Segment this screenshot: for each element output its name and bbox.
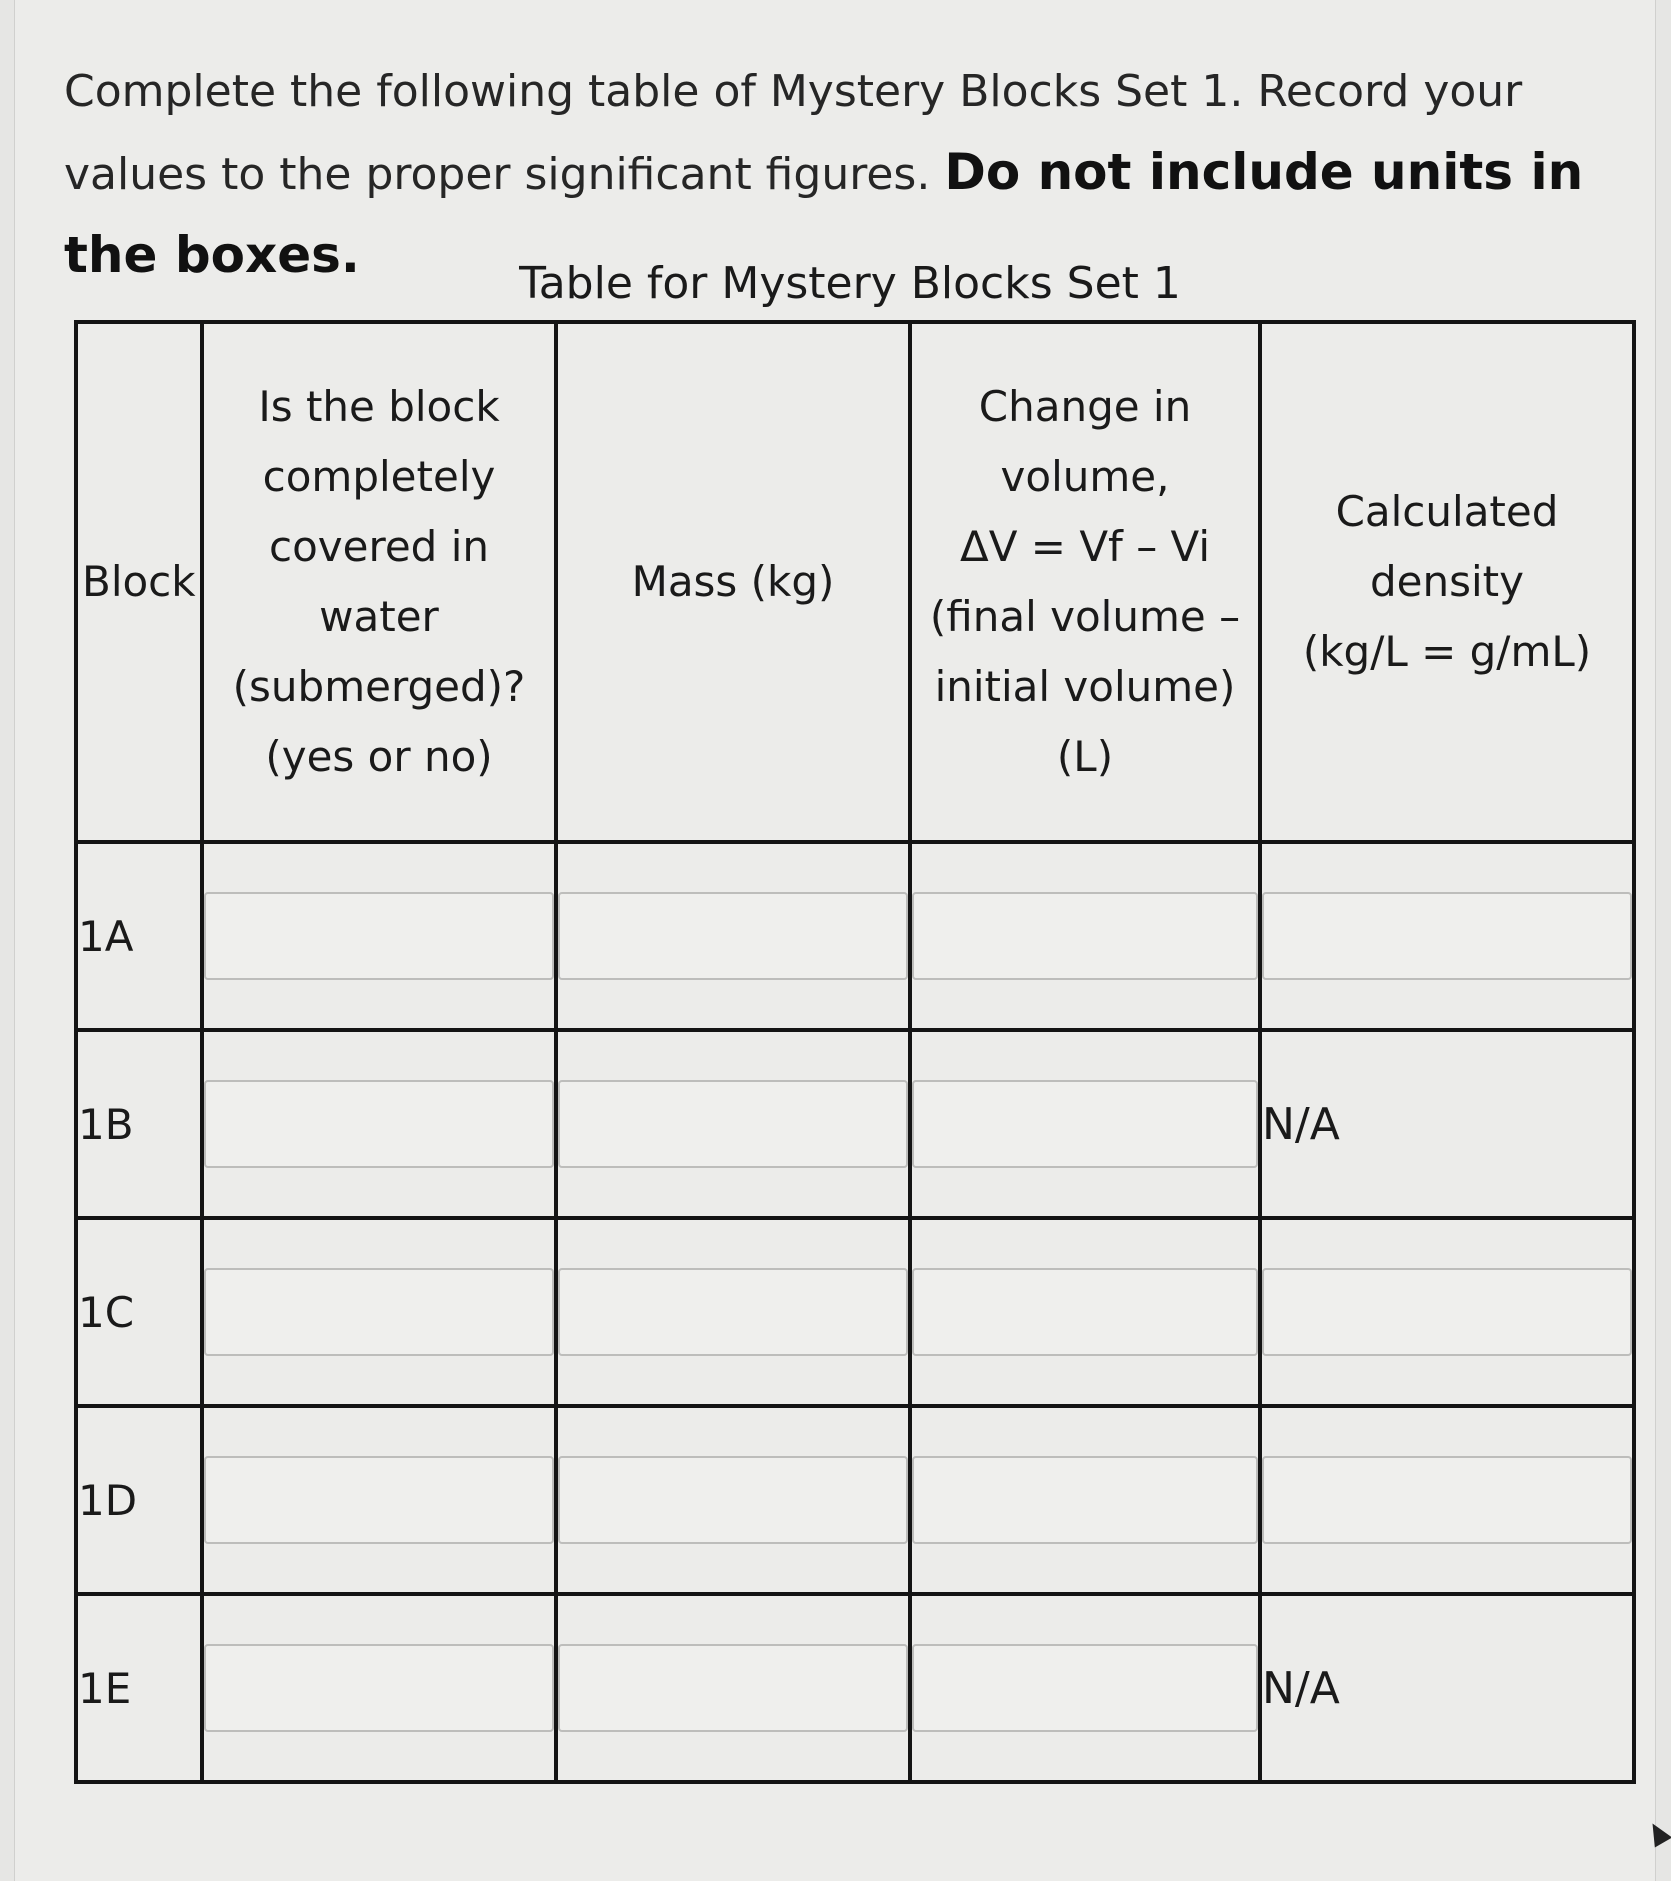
submerged-input[interactable] bbox=[204, 1456, 554, 1544]
header-submerged-line: (submerged)? bbox=[232, 662, 526, 711]
submerged-input[interactable] bbox=[204, 1080, 554, 1168]
header-submerged-line: water bbox=[319, 592, 439, 641]
density-cell bbox=[1260, 842, 1634, 1030]
volume-cell bbox=[910, 1406, 1260, 1594]
density-input[interactable] bbox=[1262, 892, 1632, 980]
header-volume-line: Change in bbox=[978, 382, 1192, 431]
header-volume-line: (L) bbox=[1056, 732, 1114, 781]
block-label: 1E bbox=[76, 1594, 202, 1782]
block-label: 1C bbox=[76, 1218, 202, 1406]
header-submerged-line: completely bbox=[262, 452, 496, 501]
volume-cell bbox=[910, 1218, 1260, 1406]
submerged-cell bbox=[202, 842, 556, 1030]
volume-input[interactable] bbox=[912, 1268, 1258, 1356]
table-row bbox=[76, 1594, 1634, 1782]
block-label: 1A bbox=[76, 842, 202, 1030]
density-input[interactable] bbox=[1262, 1268, 1632, 1356]
mass-input[interactable] bbox=[558, 1644, 908, 1732]
header-volume-line: initial volume) bbox=[934, 662, 1236, 711]
table-row bbox=[76, 1406, 1634, 1594]
mass-input[interactable] bbox=[558, 1268, 908, 1356]
header-density bbox=[1260, 322, 1634, 842]
mass-cell bbox=[556, 842, 910, 1030]
mass-cell bbox=[556, 1406, 910, 1594]
mass-input[interactable] bbox=[558, 1080, 908, 1168]
header-volume-line: volume, bbox=[1000, 452, 1170, 501]
header-density-line: Calculated bbox=[1335, 487, 1559, 536]
header-density-line: density bbox=[1370, 557, 1524, 606]
header-mass-line: Mass (kg) bbox=[631, 557, 835, 606]
header-volume bbox=[910, 322, 1260, 842]
volume-input[interactable] bbox=[912, 1644, 1258, 1732]
header-submerged-line: (yes or no) bbox=[265, 732, 493, 781]
instructions-emphasis: Do not include units in the boxes. bbox=[64, 143, 1584, 284]
submerged-cell bbox=[202, 1594, 556, 1782]
density-input[interactable] bbox=[1262, 1456, 1632, 1544]
table-row bbox=[76, 1218, 1634, 1406]
density-na: N/A bbox=[1260, 1594, 1634, 1782]
density-na: N/A bbox=[1260, 1030, 1634, 1218]
submerged-input[interactable] bbox=[204, 1644, 554, 1732]
volume-cell bbox=[910, 1030, 1260, 1218]
mass-cell bbox=[556, 1594, 910, 1782]
density-cell bbox=[1260, 1218, 1634, 1406]
mass-cell bbox=[556, 1030, 910, 1218]
header-submerged-line: Is the block bbox=[258, 382, 500, 431]
mystery-blocks-table bbox=[74, 320, 1636, 1784]
volume-input[interactable] bbox=[912, 892, 1258, 980]
table-row bbox=[76, 1030, 1634, 1218]
table-row bbox=[76, 842, 1634, 1030]
mass-input[interactable] bbox=[558, 1456, 908, 1544]
header-volume-line: (final volume – bbox=[929, 592, 1241, 641]
header-row bbox=[76, 322, 1634, 842]
submerged-cell bbox=[202, 1030, 556, 1218]
header-volume-line: ΔV = Vf – Vi bbox=[959, 522, 1211, 571]
submerged-input[interactable] bbox=[204, 892, 554, 980]
header-density-line: (kg/L = g/mL) bbox=[1302, 627, 1592, 676]
volume-cell bbox=[910, 842, 1260, 1030]
block-label: 1D bbox=[76, 1406, 202, 1594]
submerged-cell bbox=[202, 1218, 556, 1406]
header-submerged bbox=[202, 322, 556, 842]
density-cell bbox=[1260, 1406, 1634, 1594]
block-label: 1B bbox=[76, 1030, 202, 1218]
mass-cell bbox=[556, 1218, 910, 1406]
submerged-cell bbox=[202, 1406, 556, 1594]
header-block: Block bbox=[76, 322, 202, 842]
header-submerged-line: covered in bbox=[269, 522, 489, 571]
volume-input[interactable] bbox=[912, 1080, 1258, 1168]
volume-input[interactable] bbox=[912, 1456, 1258, 1544]
header-mass bbox=[556, 322, 910, 842]
volume-cell bbox=[910, 1594, 1260, 1782]
table-caption: Table for Mystery Blocks Set 1 bbox=[519, 258, 1181, 309]
mass-input[interactable] bbox=[558, 892, 908, 980]
instructions-text: Complete the following table of Mystery Blocks Set 1. Record your values to the proper significant figures. bbox=[64, 66, 1523, 200]
submerged-input[interactable] bbox=[204, 1268, 554, 1356]
